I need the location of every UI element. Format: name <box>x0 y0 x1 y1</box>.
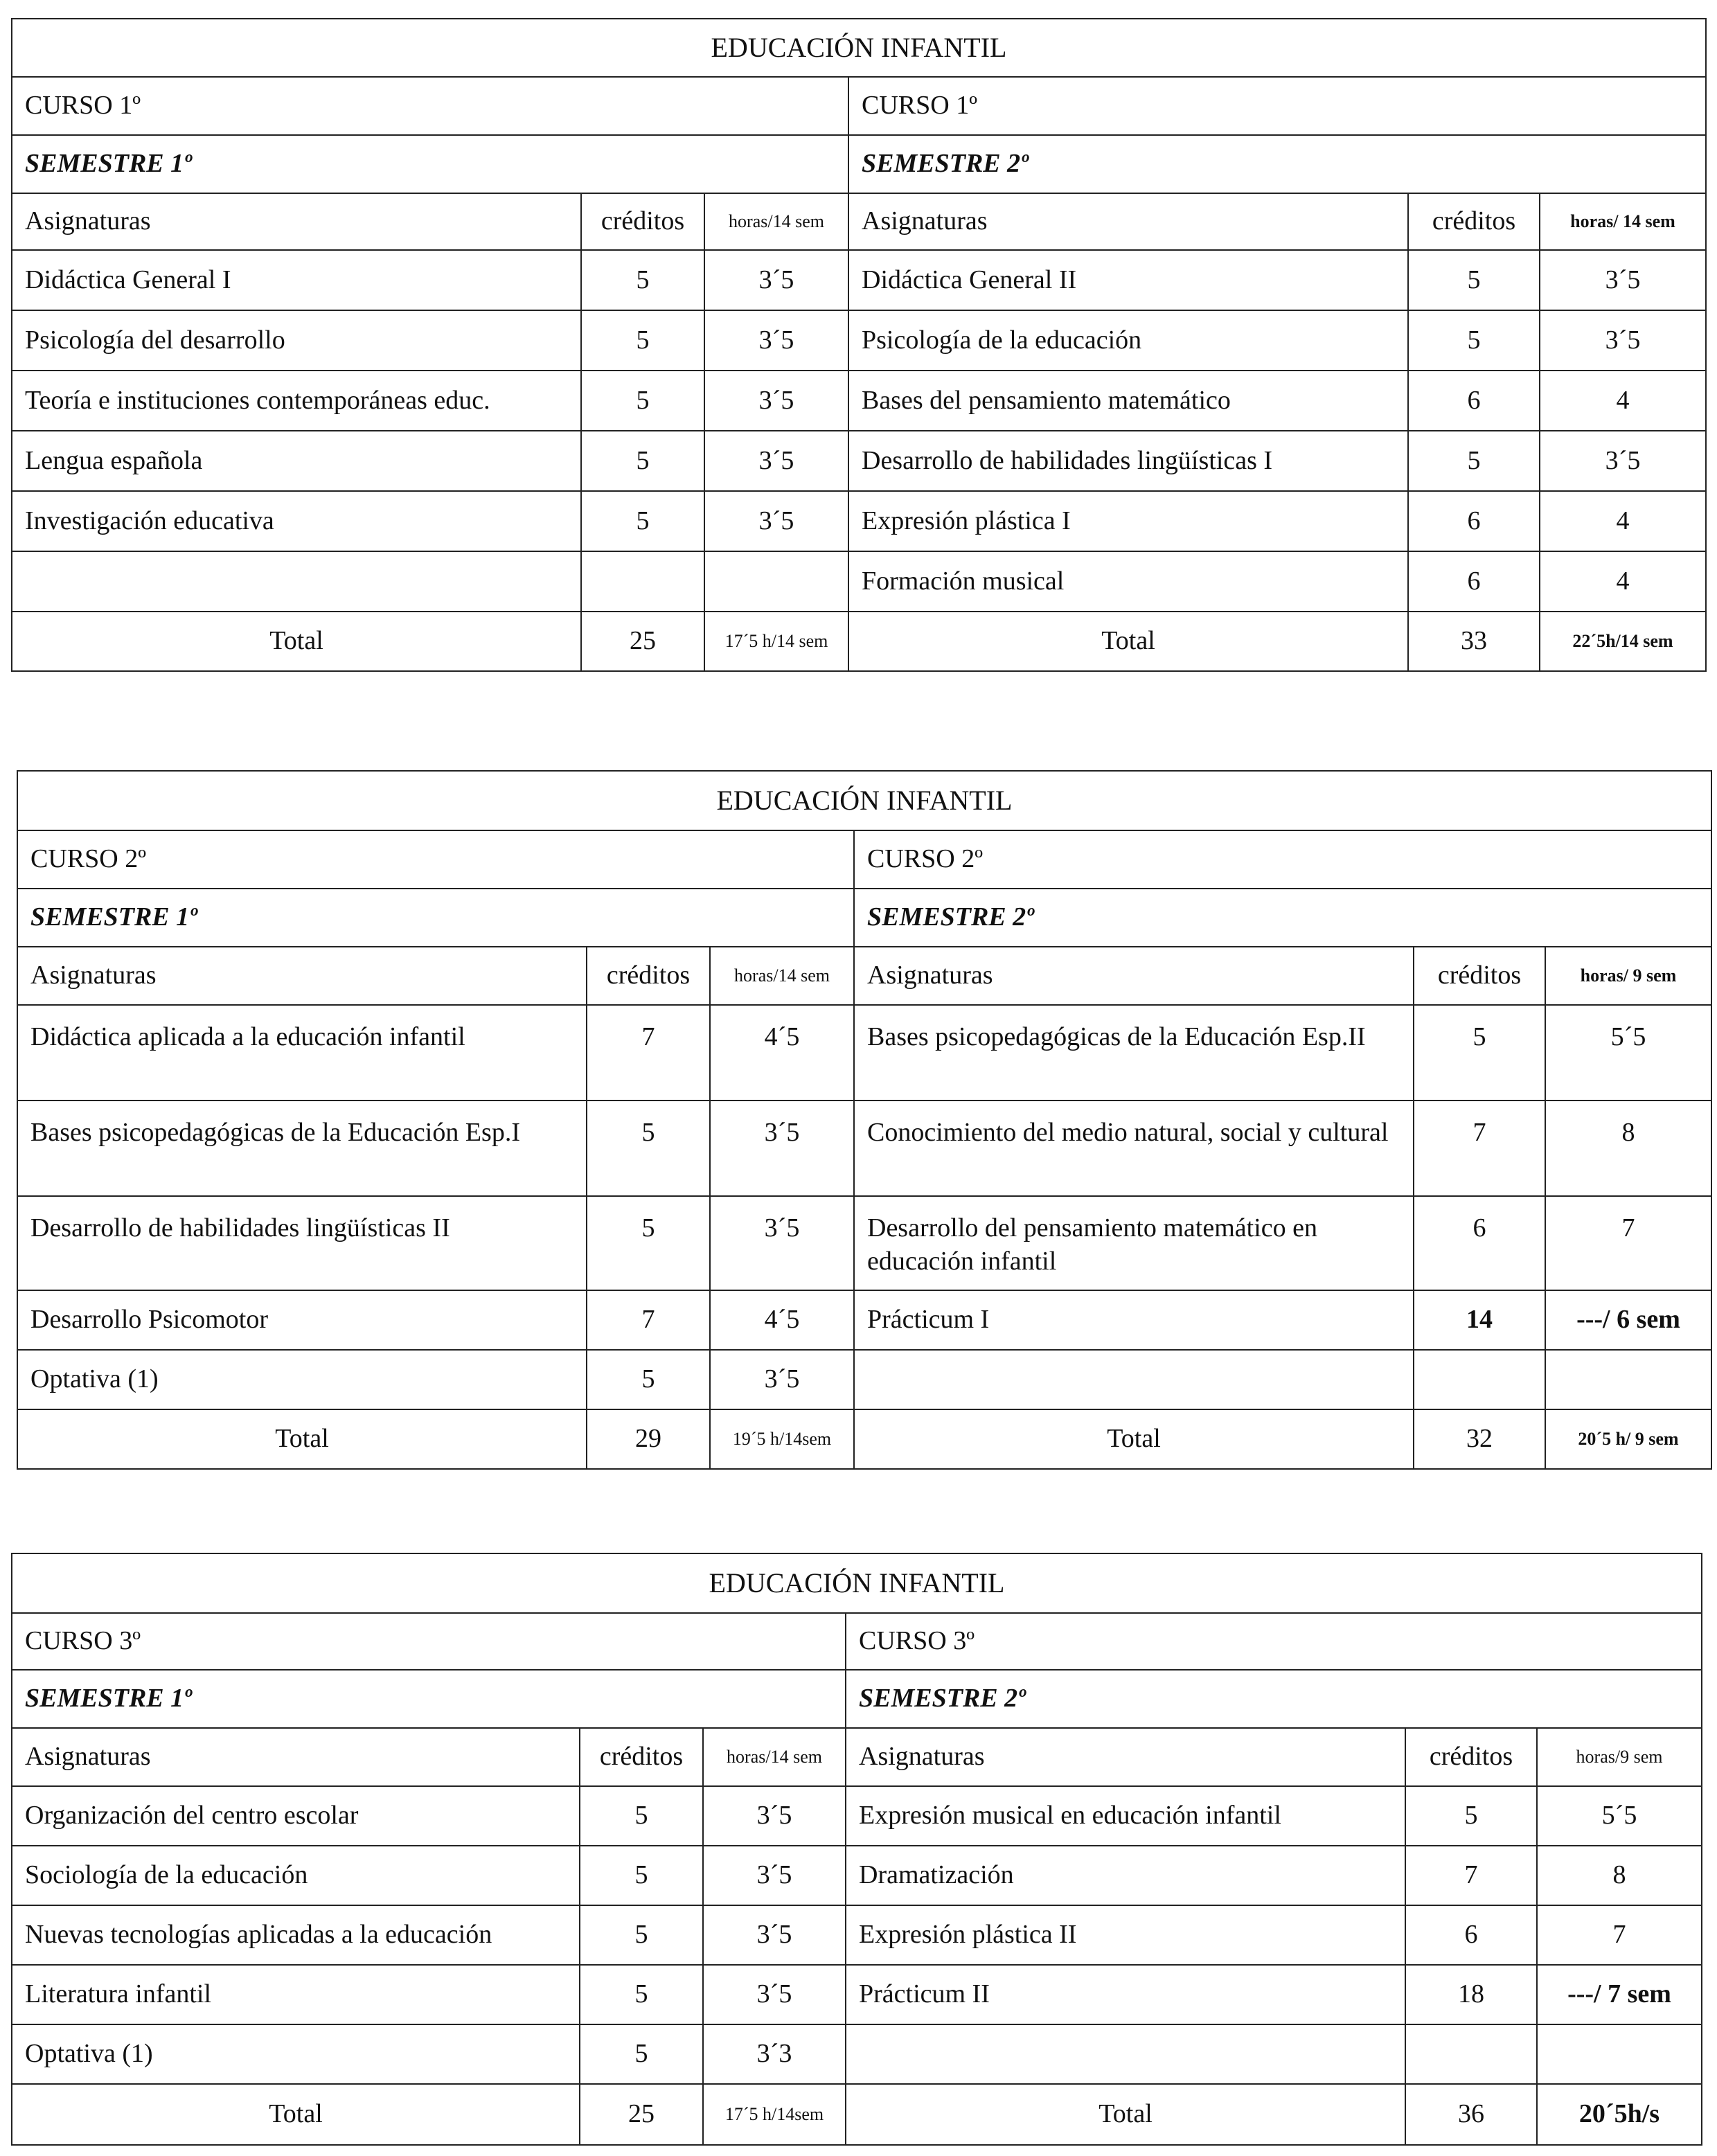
column-header-hours: horas/ 14 sem <box>1540 193 1706 250</box>
credits-cell: 7 <box>587 1290 710 1350</box>
table-row <box>12 310 1706 371</box>
hours-cell: 4 <box>1540 491 1706 551</box>
table-row <box>17 1005 1711 1101</box>
total-label: Total <box>12 612 581 671</box>
credits-cell: 6 <box>1408 491 1540 551</box>
total-hours: 17´5 h/14 sem <box>704 612 848 671</box>
credits-cell: 5 <box>587 1350 710 1409</box>
credits-cell: 5 <box>1408 431 1540 491</box>
hours-cell <box>704 551 848 612</box>
table-row <box>12 431 1706 491</box>
subject-cell: Didáctica General I <box>12 250 581 310</box>
hours-cell: 3´5 <box>1540 431 1706 491</box>
schedule-table-curso-1 <box>11 18 1707 672</box>
hours-cell: 4 <box>1540 551 1706 612</box>
hours-cell: 3´5 <box>703 1965 846 2024</box>
credits-cell: 7 <box>1414 1101 1545 1196</box>
semestre-label-right: SEMESTRE 2º <box>846 1670 1702 1728</box>
credits-cell: 18 <box>1405 1965 1537 2024</box>
table-row <box>12 551 1706 612</box>
column-header-credits: créditos <box>1408 193 1540 250</box>
table-row <box>12 491 1706 551</box>
hours-cell: 7 <box>1545 1196 1711 1290</box>
credits-cell: 6 <box>1414 1196 1545 1290</box>
subject-cell: Optativa (1) <box>12 2024 580 2084</box>
total-hours: 22´5h/14 sem <box>1540 612 1706 671</box>
table-row <box>12 1786 1702 1846</box>
semestre-label-left: SEMESTRE 1º <box>12 1670 846 1728</box>
credits-cell: 14 <box>1414 1290 1545 1350</box>
hours-cell: 3´5 <box>703 1905 846 1965</box>
semestre-label-left: SEMESTRE 1º <box>12 135 848 193</box>
hours-cell: 3´5 <box>704 250 848 310</box>
subject-cell: Bases psicopedagógicas de la Educación Esp.I <box>17 1101 587 1196</box>
total-row <box>12 612 1706 671</box>
subject-cell: Literatura infantil <box>12 1965 580 2024</box>
total-label: Total <box>848 612 1408 671</box>
column-header-hours: horas/14 sem <box>710 947 854 1005</box>
total-label: Total <box>17 1409 587 1469</box>
total-label: Total <box>846 2084 1405 2145</box>
hours-cell <box>1537 2024 1702 2084</box>
column-header-subjects: Asignaturas <box>17 947 587 1005</box>
table-row <box>17 1101 1711 1196</box>
subject-cell: Bases psicopedagógicas de la Educación Esp.II <box>854 1005 1414 1101</box>
table-title: EDUCACIÓN INFANTIL <box>12 1553 1702 1613</box>
hours-cell: 3´5 <box>703 1786 846 1846</box>
column-header-hours: horas/14 sem <box>703 1728 846 1786</box>
schedule-table-curso-2 <box>17 770 1712 1470</box>
subject-cell: Dramatización <box>846 1846 1405 1905</box>
hours-cell: ---/ 7 sem <box>1537 1965 1702 2024</box>
table-title: EDUCACIÓN INFANTIL <box>12 19 1706 77</box>
credits-cell: 5 <box>587 1101 710 1196</box>
semestre-label-right: SEMESTRE 2º <box>854 889 1711 947</box>
hours-cell: 3´5 <box>1540 250 1706 310</box>
total-row <box>17 1409 1711 1469</box>
column-header-subjects: Asignaturas <box>12 193 581 250</box>
credits-cell: 5 <box>580 2024 703 2084</box>
subject-cell: Prácticum I <box>854 1290 1414 1350</box>
column-header-credits: créditos <box>1414 947 1545 1005</box>
hours-cell: 8 <box>1545 1101 1711 1196</box>
hours-cell: 4 <box>1540 371 1706 431</box>
hours-cell: 4´5 <box>710 1005 854 1101</box>
curso-label-left: CURSO 1º <box>12 77 848 135</box>
subject-cell: Optativa (1) <box>17 1350 587 1409</box>
hours-cell: 3´5 <box>710 1101 854 1196</box>
subject-cell: Expresión plástica II <box>846 1905 1405 1965</box>
subject-cell: Expresión musical en educación infantil <box>846 1786 1405 1846</box>
hours-cell: 5´5 <box>1545 1005 1711 1101</box>
column-header-subjects: Asignaturas <box>854 947 1414 1005</box>
hours-cell: 5´5 <box>1537 1786 1702 1846</box>
total-row <box>12 2084 1702 2145</box>
subject-cell: Desarrollo de habilidades lingüísticas II <box>17 1196 587 1290</box>
total-credits: 29 <box>587 1409 710 1469</box>
total-hours: 20´5h/s <box>1537 2084 1702 2145</box>
subject-cell: Organización del centro escolar <box>12 1786 580 1846</box>
subject-cell: Didáctica aplicada a la educación infantil <box>17 1005 587 1101</box>
hours-cell: 8 <box>1537 1846 1702 1905</box>
hours-cell: 3´3 <box>703 2024 846 2084</box>
schedule-table-curso-3 <box>11 1553 1702 2146</box>
total-hours: 17´5 h/14sem <box>703 2084 846 2145</box>
hours-cell: 3´5 <box>710 1196 854 1290</box>
credits-cell: 5 <box>580 1965 703 2024</box>
credits-cell: 5 <box>1408 250 1540 310</box>
table-row <box>17 1350 1711 1409</box>
table-row <box>12 1905 1702 1965</box>
credits-cell: 5 <box>580 1905 703 1965</box>
column-header-hours: horas/9 sem <box>1537 1728 1702 1786</box>
credits-cell: 6 <box>1408 551 1540 612</box>
total-label: Total <box>854 1409 1414 1469</box>
curso-label-right: CURSO 1º <box>848 77 1706 135</box>
hours-cell: 3´5 <box>704 491 848 551</box>
table-row <box>17 1290 1711 1350</box>
column-header-subjects: Asignaturas <box>846 1728 1405 1786</box>
total-hours: 20´5 h/ 9 sem <box>1545 1409 1711 1469</box>
hours-cell: 3´5 <box>704 371 848 431</box>
hours-cell: 3´5 <box>710 1350 854 1409</box>
hours-cell: ---/ 6 sem <box>1545 1290 1711 1350</box>
column-header-subjects: Asignaturas <box>848 193 1408 250</box>
column-header-credits: créditos <box>581 193 704 250</box>
subject-cell: Bases del pensamiento matemático <box>848 371 1408 431</box>
credits-cell <box>1405 2024 1537 2084</box>
subject-cell: Didáctica General II <box>848 250 1408 310</box>
total-credits: 36 <box>1405 2084 1537 2145</box>
total-credits: 25 <box>580 2084 703 2145</box>
subject-cell: Sociología de la educación <box>12 1846 580 1905</box>
column-header-subjects: Asignaturas <box>12 1728 580 1786</box>
credits-cell: 5 <box>587 1196 710 1290</box>
credits-cell: 5 <box>1414 1005 1545 1101</box>
subject-cell: Expresión plástica I <box>848 491 1408 551</box>
curso-label-right: CURSO 3º <box>846 1613 1702 1670</box>
total-hours: 19´5 h/14sem <box>710 1409 854 1469</box>
column-header-credits: créditos <box>580 1728 703 1786</box>
credits-cell <box>1414 1350 1545 1409</box>
subject-cell: Conocimiento del medio natural, social y cultural <box>854 1101 1414 1196</box>
subject-cell: Teoría e instituciones contemporáneas educ. <box>12 371 581 431</box>
credits-cell: 5 <box>1408 310 1540 371</box>
credits-cell: 5 <box>581 431 704 491</box>
hours-cell: 4´5 <box>710 1290 854 1350</box>
credits-cell: 5 <box>581 250 704 310</box>
semestre-label-left: SEMESTRE 1º <box>17 889 854 947</box>
subject-cell: Prácticum II <box>846 1965 1405 2024</box>
table-row <box>17 1196 1711 1290</box>
curso-label-right: CURSO 2º <box>854 830 1711 889</box>
total-label: Total <box>12 2084 580 2145</box>
hours-cell: 3´5 <box>1540 310 1706 371</box>
column-header-hours: horas/14 sem <box>704 193 848 250</box>
subject-cell: Desarrollo Psicomotor <box>17 1290 587 1350</box>
credits-cell <box>581 551 704 612</box>
credits-cell: 5 <box>1405 1786 1537 1846</box>
subject-cell: Desarrollo de habilidades lingüísticas I <box>848 431 1408 491</box>
hours-cell <box>1545 1350 1711 1409</box>
subject-cell <box>854 1350 1414 1409</box>
hours-cell: 3´5 <box>704 310 848 371</box>
credits-cell: 5 <box>580 1846 703 1905</box>
column-header-credits: créditos <box>587 947 710 1005</box>
hours-cell: 3´5 <box>704 431 848 491</box>
credits-cell: 7 <box>1405 1846 1537 1905</box>
subject-cell <box>846 2024 1405 2084</box>
total-credits: 32 <box>1414 1409 1545 1469</box>
column-header-hours: horas/ 9 sem <box>1545 947 1711 1005</box>
subject-cell: Desarrollo del pensamiento matemático en educación infantil <box>854 1196 1414 1290</box>
credits-cell: 6 <box>1405 1905 1537 1965</box>
table-row <box>12 1846 1702 1905</box>
table-row <box>12 250 1706 310</box>
table-row <box>12 1965 1702 2024</box>
subject-cell: Formación musical <box>848 551 1408 612</box>
subject-cell: Investigación educativa <box>12 491 581 551</box>
curso-label-left: CURSO 2º <box>17 830 854 889</box>
table-row <box>12 371 1706 431</box>
table-title: EDUCACIÓN INFANTIL <box>17 771 1711 830</box>
table-row <box>12 2024 1702 2084</box>
total-credits: 25 <box>581 612 704 671</box>
credits-cell: 6 <box>1408 371 1540 431</box>
curso-label-left: CURSO 3º <box>12 1613 846 1670</box>
credits-cell: 5 <box>581 310 704 371</box>
credits-cell: 5 <box>580 1786 703 1846</box>
subject-cell <box>12 551 581 612</box>
subject-cell: Nuevas tecnologías aplicadas a la educación <box>12 1905 580 1965</box>
credits-cell: 5 <box>581 371 704 431</box>
column-header-credits: créditos <box>1405 1728 1537 1786</box>
credits-cell: 7 <box>587 1005 710 1101</box>
subject-cell: Psicología del desarrollo <box>12 310 581 371</box>
credits-cell: 5 <box>581 491 704 551</box>
hours-cell: 3´5 <box>703 1846 846 1905</box>
total-credits: 33 <box>1408 612 1540 671</box>
subject-cell: Psicología de la educación <box>848 310 1408 371</box>
hours-cell: 7 <box>1537 1905 1702 1965</box>
subject-cell: Lengua española <box>12 431 581 491</box>
semestre-label-right: SEMESTRE 2º <box>848 135 1706 193</box>
